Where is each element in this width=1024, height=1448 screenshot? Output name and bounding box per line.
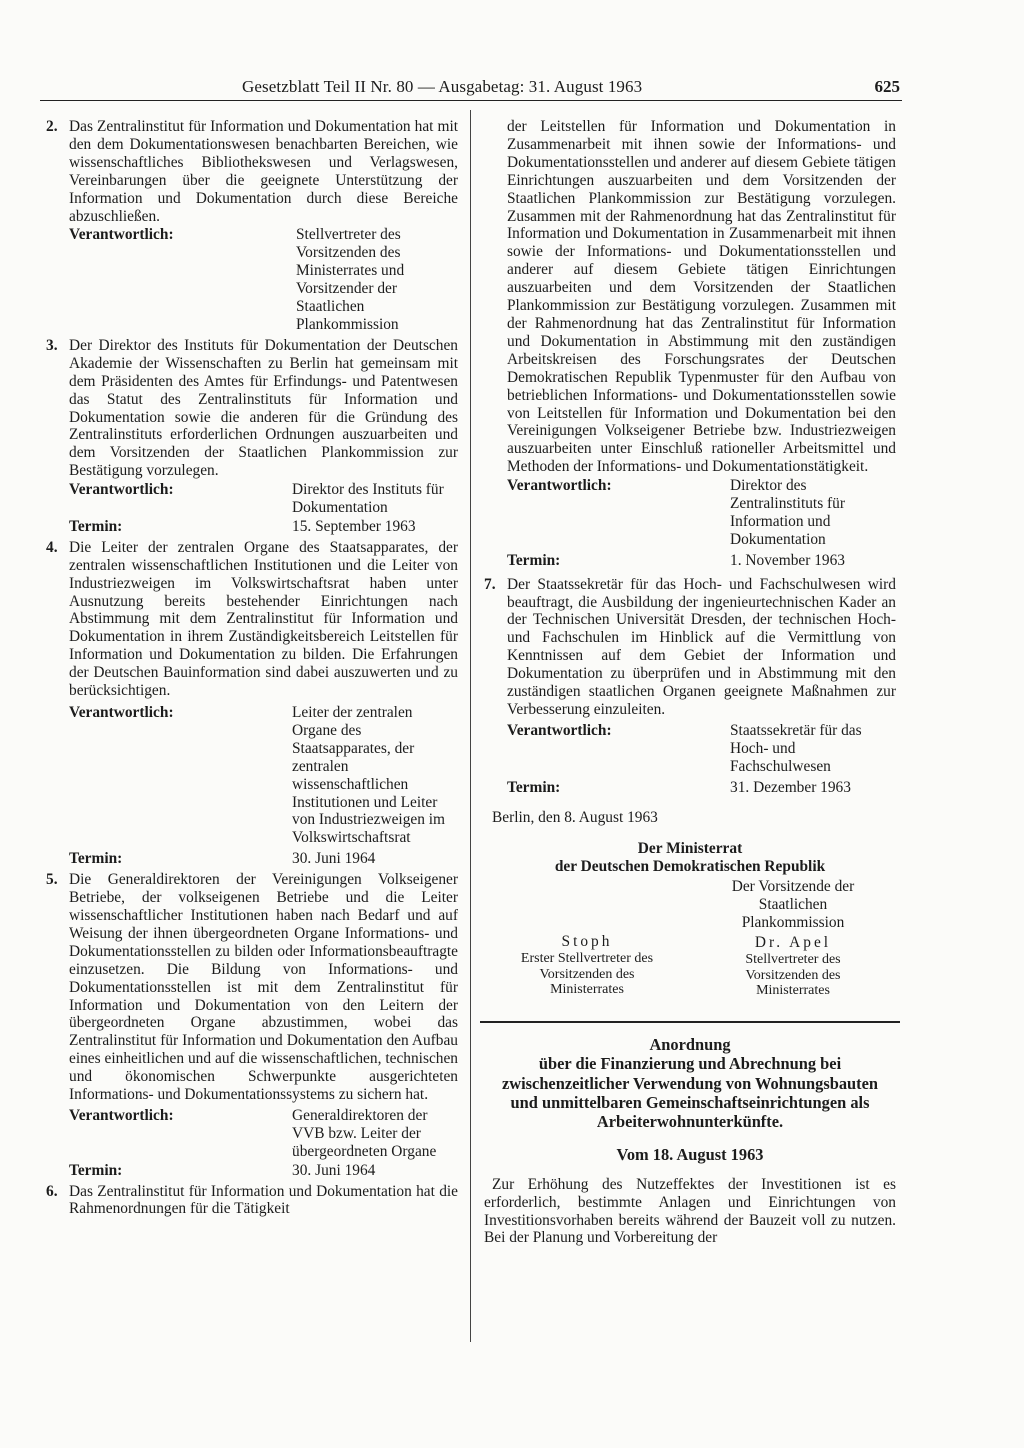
item-text: Der Staatssekretär für das Hoch- und Fachschulwesen wird beauftragt, die Ausbildung der ingenieurtechnischen Kader an der Technischen Universität Dresden, der technischen Hoch- und Fachschulen im Hinblick auf die Vermittlung von Kenntnissen auf dem Gebiet der Information und Dokumentation zu überprüfen und in Abstimmung mit den zuständigen staatlichen Organen geeignete Maßnahmen zur Verbesserung einzuleiten. xyxy=(507,575,896,718)
item-number: 6. xyxy=(46,1182,58,1200)
deadline-value: 1. November 1963 xyxy=(730,551,845,569)
left-signature xyxy=(484,878,690,999)
responsible-label: Verantwortlich: xyxy=(507,721,612,739)
responsibility-row xyxy=(69,704,458,847)
anordnung-title: Anordnung xyxy=(649,1034,731,1054)
authority-line-1: Der Ministerrat xyxy=(637,840,743,858)
page-number: 625 xyxy=(874,77,900,96)
deadline-label: Termin: xyxy=(69,850,123,868)
item-6-continued xyxy=(484,118,896,570)
item-text: Die Leiter der zentralen Organe des Staatsapparates, der zentralen wissenschaftlichen Institutionen und die Leiter von Industriezweigen im Volkswirtschaftsrat haben unter Ausnutzung bereits bestehender Einrichtungen nach Abstimmung mit dem Zentralinstitut für Information und Dokumentation in ihrem Zuständigkeitsbereich Leitstellen für Information und Dokumentation zu bilden. Die Erfahrungen der Deutschen Bauinformation sind dabei auszuwerten und zu berücksichtigen. xyxy=(69,538,458,700)
anordnung-text: Zur Erhöhung des Nutzeffektes der Investitionen ist es erforderlich, bestimmte Anlagen und Einrichtungen von Investitionsvorhaben bereits während der Bauzeit voll zu nutzen. Bei der Planung und Vorbereitung der xyxy=(484,1175,896,1247)
item-text: Der Direktor des Instituts für Dokumentation der Deutschen Akademie der Wissenschaften zu Berlin hat gemeinsam mit dem Präsidenten des Amtes für Erfindungs- und Patentwesen das Statut des Zentralinstituts für Information und Dokumentation sowie die anderen für die Gründung des Zentralinstituts erforderlichen Ordnungen auszuarbeiten und dem Vorsitzenden der Staatlichen Plankommission zur Bestätigung vorzulegen. xyxy=(69,336,458,480)
signature-block xyxy=(484,878,896,999)
signer-title: Der Vorsitzende der Staatlichen Plankommission xyxy=(731,878,855,932)
right-signature xyxy=(690,878,896,999)
responsible-value: Leiter der zentralen Organe des Staatsapparates, der zentralen wissenschaftlichen Institutionen und Leiter von Industriezweigen im Volkswirtschaftsrat xyxy=(292,704,446,847)
deadline-label: Termin: xyxy=(69,1161,123,1179)
signer-name: Dr. Apel xyxy=(754,934,832,952)
deadline-value: 31. Dezember 1963 xyxy=(730,778,851,796)
item-number: 4. xyxy=(46,538,58,556)
responsibility-row xyxy=(69,481,458,517)
deadline-row xyxy=(507,779,896,797)
item-text: der Leitstellen für Information und Dokumentation in Zusammenarbeit mit ihnen sowie der Informations- und Dokumentationsstellen und anderer auf diesem Gebiete tätigen Einrichtungen auszuarbeiten und dem Vorsitzenden der Staatlichen Plankommission zur Bestätigung vorzulegen. Zusammen mit der Rahmenordnung hat das Zentralinstitut für Information und Dokumentation in Zusammenarbeit mit ihnen sowie der Informations- und Dokumentationsstellen und anderer auf diesem Gebiete tätigen Einrichtungen auszuarbeiten und dem Vorsitzenden der Staatlichen Plankommission zur Bestätigung vorzulegen. Zusammen mit der Rahmenordnung hat das Zentralinstitut für Information und Dokumentation in Abstimmung mit den zuständigen Arbeitskreisen des Forschungsrates der Deutschen Demokratischen Republik Typenmuster für den Aufbau von betrieblichen Informations- und Dokumentationsstellen sowie von Leitstellen für Information und Dokumentation bei den Vereinigungen Volkseigener Betriebe bzw. Industriezweigen auszuarbeiten unter Einschluß rationeller Arbeitsmittel und Methoden der Informations- und Dokumentationstätigkeit. xyxy=(507,118,896,476)
deadline-row xyxy=(507,552,896,570)
signer-name: Stoph xyxy=(561,933,613,951)
deadline-value: 30. Juni 1964 xyxy=(292,1161,376,1179)
right-column xyxy=(484,118,896,1247)
page-header xyxy=(40,78,902,101)
responsible-label: Verantwortlich: xyxy=(69,226,174,244)
item-4 xyxy=(46,539,458,868)
deadline-value: 15. September 1963 xyxy=(292,517,416,535)
responsibility-row xyxy=(507,722,896,776)
responsible-label: Verantwortlich: xyxy=(69,481,174,499)
deadline-label: Termin: xyxy=(69,517,123,535)
left-column xyxy=(46,118,458,1218)
responsible-value: Stellvertreter des Vorsitzenden des Ministerrates und Vorsitzender der Staatlichen Plankommission xyxy=(296,226,405,333)
gazette-title: Gesetzblatt Teil II Nr. 80 — Ausgabetag: 31. August 1963 xyxy=(242,77,643,96)
signer-role: Erster Stellvertreter des Vorsitzenden des Ministerrates xyxy=(520,951,654,998)
responsibility-row xyxy=(69,1107,458,1161)
item-text: Das Zentralinstitut für Information und Dokumentation hat die Rahmenordnungen für die Tätigkeit xyxy=(69,1182,458,1218)
deadline-row xyxy=(69,1162,458,1180)
responsible-value: Direktor des Zentralinstituts für Information und Dokumentation xyxy=(730,477,845,548)
item-number: 7. xyxy=(484,575,496,593)
item-text: Das Zentralinstitut für Information und Dokumentation hat mit den dem Dokumentationswesen benachbarten Bereichen, wie wissenschaftliches Bibliothekswesen und Verlagswesen, Vereinbarungen über die geeignete Unterstützung der Information und Dokumentation durch diese Bereiche abzuschließen. xyxy=(69,118,458,225)
deadline-row xyxy=(69,850,458,868)
responsible-label: Verantwortlich: xyxy=(507,477,612,495)
item-7 xyxy=(484,576,896,797)
deadline-value: 30. Juni 1964 xyxy=(292,850,376,868)
item-2 xyxy=(46,118,458,334)
anordnung-subtitle: über die Finanzierung und Abrechnung bei zwischenzeitlicher Verwendung von Wohnungsbauten und unmittelbaren Gemeinschaftseinrichtungen als Arbeiterwohnunterkünfte. xyxy=(502,1054,878,1132)
item-3 xyxy=(46,337,458,536)
deadline-label: Termin: xyxy=(507,551,561,569)
item-5 xyxy=(46,871,458,1179)
responsible-value: Direktor des Instituts für Dokumentation xyxy=(292,481,444,517)
anordnung-date: Vom 18. August 1963 xyxy=(616,1144,764,1164)
signer-role: Stellvertreter des Vorsitzenden des Ministerrates xyxy=(745,952,841,999)
authority-line-2: der Deutschen Demokratischen Republik xyxy=(554,858,826,876)
responsibility-row xyxy=(507,477,896,549)
item-number: 2. xyxy=(46,118,58,135)
responsible-label: Verantwortlich: xyxy=(69,1106,174,1124)
responsibility-row xyxy=(69,226,458,333)
deadline-row xyxy=(69,518,458,536)
place-date: Berlin, den 8. August 1963 xyxy=(492,808,658,826)
column-divider xyxy=(470,110,471,1342)
item-number: 3. xyxy=(46,336,58,354)
deadline-label: Termin: xyxy=(507,778,561,796)
responsible-label: Verantwortlich: xyxy=(69,704,174,721)
responsible-value: Staatssekretär für das Hoch- und Fachschulwesen xyxy=(730,721,862,775)
item-text: Die Generaldirektoren der Vereinigungen Volkseigener Betriebe, der volkseigenen Betriebe und die Leiter wissenschaftlicher Institutionen haben nach Bedarf und auf Weisung der ihnen übergeordneten Organe Informations- und Dokumentationsstellen zu bilden oder Informationsbeauftragte einzusetzen. Die Bildung von Informations- und Dokumentationsstellen ist mit dem Zentralinstitut für Information und Dokumentation von den Leitern der übergeordneten Organe abzustimmen, wobei das Zentralinstitut für Information und Dokumentation den Aufbau eines einheitlichen und auf die wissenschaftlichen, technischen und ökonomischen Schwerpunkte ausgerichteten Informations- und Dokumentationssystems zu sichern hat. xyxy=(69,871,458,1104)
item-number: 5. xyxy=(46,871,58,889)
section-divider xyxy=(480,1021,900,1023)
responsible-value: Generaldirektoren der VVB bzw. Leiter der übergeordneten Organe xyxy=(292,1106,437,1160)
item-6 xyxy=(46,1183,458,1219)
